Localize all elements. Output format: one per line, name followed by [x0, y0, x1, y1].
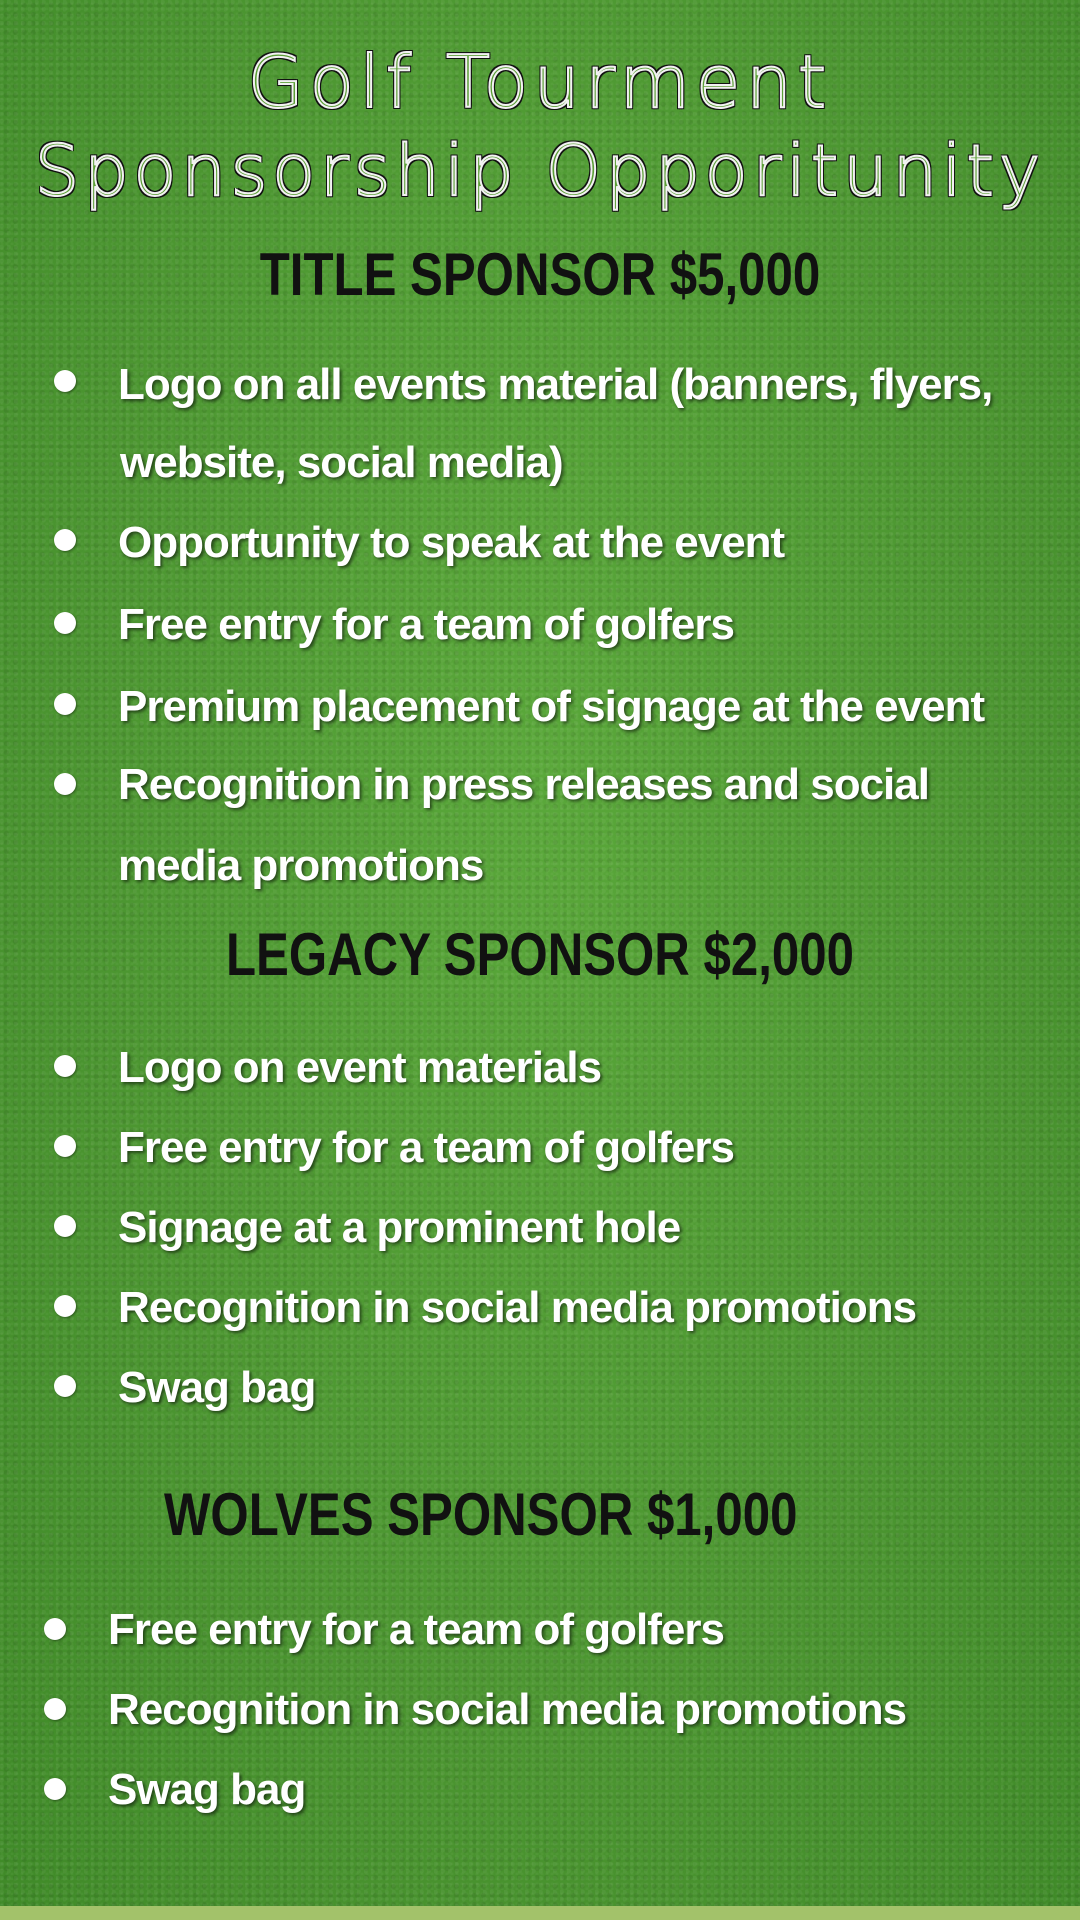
bullet-dot-icon	[54, 1295, 76, 1317]
benefit-text: Signage at a prominent hole	[118, 1203, 681, 1252]
bullet-dot-icon	[54, 1215, 76, 1237]
bullet-dot-icon	[54, 529, 76, 551]
bullet-dot-icon	[54, 773, 76, 795]
benefit-text: media promotions	[118, 841, 484, 890]
page-title-line-1: Golf Tourment	[247, 40, 833, 124]
bullet-dot-icon	[44, 1618, 66, 1640]
bullet-dot-icon	[54, 1055, 76, 1077]
benefit-text: website, social media)	[120, 438, 563, 487]
benefit-text: Recognition in press releases and social	[118, 760, 929, 809]
tier-heading-title: TITLE SPONSOR $5,000	[259, 241, 821, 308]
benefit-text: Recognition in social media promotions	[108, 1685, 907, 1734]
benefit-text: Logo on event materials	[118, 1043, 602, 1092]
benefit-text: Free entry for a team of golfers	[118, 1123, 734, 1172]
benefit-text: Free entry for a team of golfers	[108, 1605, 724, 1654]
benefit-text: Free entry for a team of golfers	[118, 600, 734, 649]
bullet-dot-icon	[54, 1135, 76, 1157]
bullet-dot-icon	[54, 612, 76, 634]
bullet-dot-icon	[54, 693, 76, 715]
bullet-dot-icon	[44, 1778, 66, 1800]
benefit-text: Swag bag	[108, 1765, 306, 1814]
bullet-dot-icon	[54, 1375, 76, 1397]
tier-heading-legacy: LEGACY SPONSOR $2,000	[225, 921, 854, 988]
benefit-text: Opportunity to speak at the event	[118, 518, 785, 567]
benefit-text: Logo on all events material (banners, flyers,	[118, 360, 993, 409]
bullet-dot-icon	[54, 370, 76, 392]
bottom-border	[0, 1906, 1080, 1920]
tier-heading-wolves: WOLVES SPONSOR $1,000	[164, 1481, 798, 1548]
benefit-text: Premium placement of signage at the event	[118, 682, 985, 731]
page-title-line-2: Sponsorship Opporitunity	[34, 130, 1046, 212]
bullet-dot-icon	[44, 1698, 66, 1720]
benefit-text: Recognition in social media promotions	[118, 1283, 917, 1332]
benefit-text: Swag bag	[118, 1363, 316, 1412]
